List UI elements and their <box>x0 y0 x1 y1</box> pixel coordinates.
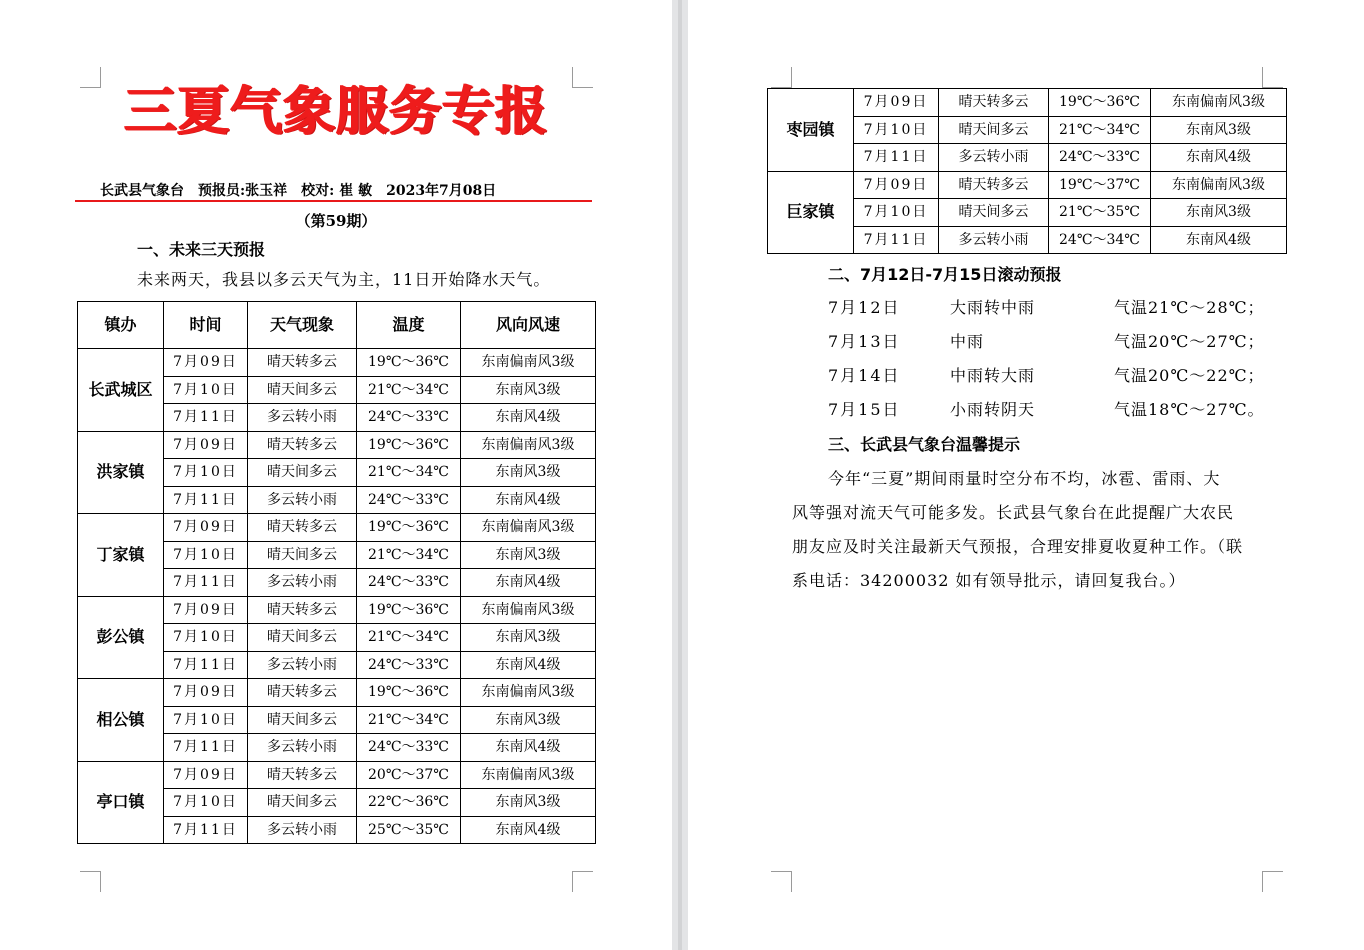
town-name-cell: 亭口镇 <box>78 761 164 844</box>
crop-mark <box>572 871 593 892</box>
wind-cell: 东南风3级 <box>1151 199 1287 227</box>
column-header: 时间 <box>164 302 248 349</box>
date-cell: 7月10日 <box>854 199 939 227</box>
temperature-cell: 19℃～37℃ <box>1049 171 1151 199</box>
wind-cell: 东南风3级 <box>461 376 596 404</box>
temperature-cell: 21℃～34℃ <box>357 376 461 404</box>
proofreader-name: 校对: 崔 敏 <box>301 183 373 199</box>
table-row <box>78 349 596 377</box>
date-cell: 7月11日 <box>164 734 248 762</box>
date-cell: 7月09日 <box>164 431 248 459</box>
table-row <box>78 596 596 624</box>
tip-text-line: 系电话：34200032 如有领导批示，请回复我台。） <box>792 571 1186 590</box>
column-header: 温度 <box>357 302 461 349</box>
section-heading-forecast: 一、未来三天预报 <box>137 240 266 259</box>
weather-cell: 多云转小雨 <box>248 651 357 679</box>
rolling-weather: 小雨转阴天 <box>950 400 1036 419</box>
date-cell: 7月11日 <box>164 569 248 597</box>
town-name-cell: 丁家镇 <box>78 514 164 597</box>
rolling-temp: 气温20℃～27℃； <box>1114 332 1265 351</box>
town-name-cell: 枣园镇 <box>768 89 854 172</box>
weather-cell: 晴天转多云 <box>248 514 357 542</box>
wind-cell: 东南偏南风3级 <box>1151 171 1287 199</box>
table-row <box>768 89 1287 117</box>
rolling-weather: 中雨 <box>950 332 985 351</box>
date-cell: 7月10日 <box>164 706 248 734</box>
weather-cell: 晴天间多云 <box>248 376 357 404</box>
wind-cell: 东南风4级 <box>461 404 596 432</box>
section-heading-tips: 三、长武县气象台温馨提示 <box>828 435 1021 454</box>
weather-cell: 晴天间多云 <box>939 199 1049 227</box>
weather-cell: 多云转小雨 <box>248 816 357 844</box>
weather-cell: 晴天转多云 <box>939 89 1049 117</box>
temperature-cell: 25℃～35℃ <box>357 816 461 844</box>
tip-text-line: 今年“三夏”期间雨量时空分布不均，冰雹、雷雨、大 <box>828 469 1221 488</box>
weather-cell: 晴天转多云 <box>248 596 357 624</box>
wind-cell: 东南偏南风3级 <box>1151 89 1287 117</box>
weather-cell: 晴天间多云 <box>248 789 357 817</box>
issue-date: 2023年7月08日 <box>386 183 497 199</box>
date-cell: 7月09日 <box>854 89 939 117</box>
temperature-cell: 21℃～34℃ <box>357 624 461 652</box>
wind-cell: 东南风3级 <box>461 624 596 652</box>
header-divider <box>75 200 592 202</box>
crop-mark <box>1262 871 1283 892</box>
date-cell: 7月09日 <box>164 596 248 624</box>
town-name-cell: 相公镇 <box>78 679 164 762</box>
weather-cell: 多云转小雨 <box>939 144 1049 172</box>
wind-cell: 东南偏南风3级 <box>461 679 596 707</box>
wind-cell: 东南风3级 <box>1151 116 1287 144</box>
temperature-cell: 24℃～33℃ <box>357 734 461 762</box>
tip-text-line: 朋友应及时关注最新天气预报，合理安排夏收夏种工作。（联 <box>792 537 1244 556</box>
wind-cell: 东南风4级 <box>461 816 596 844</box>
forecast-summary: 未来两天，我县以多云天气为主，11日开始降水天气。 <box>137 270 551 289</box>
rolling-weather: 中雨转大雨 <box>950 366 1036 385</box>
date-cell: 7月09日 <box>164 514 248 542</box>
town-name-cell: 长武城区 <box>78 349 164 432</box>
rolling-date: 7月15日 <box>828 400 901 419</box>
temperature-cell: 19℃～36℃ <box>357 679 461 707</box>
weather-cell: 晴天转多云 <box>248 761 357 789</box>
weather-cell: 多云转小雨 <box>248 486 357 514</box>
table-header-row <box>78 302 596 349</box>
date-cell: 7月10日 <box>164 376 248 404</box>
weather-cell: 多云转小雨 <box>248 404 357 432</box>
tip-text-line: 风等强对流天气可能多发。长武县气象台在此提醒广大农民 <box>792 503 1235 522</box>
column-header: 风向风速 <box>461 302 596 349</box>
wind-cell: 东南风4级 <box>461 486 596 514</box>
weather-cell: 晴天转多云 <box>248 431 357 459</box>
weather-cell: 晴天间多云 <box>248 706 357 734</box>
weather-cell: 多云转小雨 <box>248 569 357 597</box>
rolling-date: 7月12日 <box>828 298 901 317</box>
weather-cell: 晴天间多云 <box>248 541 357 569</box>
date-cell: 7月09日 <box>164 761 248 789</box>
town-name-cell: 彭公镇 <box>78 596 164 679</box>
wind-cell: 东南偏南风3级 <box>461 514 596 542</box>
wind-cell: 东南风4级 <box>461 569 596 597</box>
column-header: 天气现象 <box>248 302 357 349</box>
wind-cell: 东南风4级 <box>1151 226 1287 254</box>
wind-cell: 东南风4级 <box>1151 144 1287 172</box>
temperature-cell: 20℃～37℃ <box>357 761 461 789</box>
temperature-cell: 24℃～33℃ <box>357 486 461 514</box>
temperature-cell: 21℃～35℃ <box>1049 199 1151 227</box>
temperature-cell: 19℃～36℃ <box>357 349 461 377</box>
date-cell: 7月11日 <box>164 651 248 679</box>
wind-cell: 东南风3级 <box>461 789 596 817</box>
document-title: 三夏气象服务专报 <box>123 81 548 142</box>
date-cell: 7月09日 <box>164 679 248 707</box>
weather-cell: 多云转小雨 <box>248 734 357 762</box>
weather-cell: 晴天转多云 <box>248 679 357 707</box>
table-row <box>78 431 596 459</box>
table-row <box>78 514 596 542</box>
temperature-cell: 24℃～34℃ <box>1049 226 1151 254</box>
gutter-divider <box>678 0 682 950</box>
temperature-cell: 19℃～36℃ <box>1049 89 1151 117</box>
date-cell: 7月09日 <box>164 349 248 377</box>
date-cell: 7月10日 <box>164 459 248 487</box>
town-name-cell: 巨家镇 <box>768 171 854 254</box>
rolling-weather: 大雨转中雨 <box>950 298 1036 317</box>
weather-cell: 晴天转多云 <box>939 171 1049 199</box>
date-cell: 7月10日 <box>164 624 248 652</box>
rolling-temp: 气温20℃～22℃； <box>1114 366 1265 385</box>
weather-cell: 晴天间多云 <box>939 116 1049 144</box>
date-cell: 7月11日 <box>164 486 248 514</box>
crop-mark <box>80 871 101 892</box>
temperature-cell: 19℃～36℃ <box>357 514 461 542</box>
date-cell: 7月09日 <box>854 171 939 199</box>
wind-cell: 东南偏南风3级 <box>461 761 596 789</box>
rolling-temp: 气温21℃～28℃； <box>1114 298 1265 317</box>
wind-cell: 东南偏南风3级 <box>461 431 596 459</box>
weather-cell: 晴天转多云 <box>248 349 357 377</box>
date-cell: 7月10日 <box>854 116 939 144</box>
date-cell: 7月11日 <box>854 226 939 254</box>
rolling-date: 7月13日 <box>828 332 901 351</box>
forecaster-name: 预报员:张玉祥 <box>198 183 288 199</box>
temperature-cell: 21℃～34℃ <box>357 459 461 487</box>
section-heading-rolling: 二、7月12日-7月15日滚动预报 <box>828 265 1062 284</box>
agency-name: 长武县气象台 <box>100 183 184 199</box>
temperature-cell: 24℃～33℃ <box>357 569 461 597</box>
wind-cell: 东南偏南风3级 <box>461 596 596 624</box>
rolling-date: 7月14日 <box>828 366 901 385</box>
temperature-cell: 21℃～34℃ <box>1049 116 1151 144</box>
weather-cell: 晴天间多云 <box>248 459 357 487</box>
rolling-temp: 气温18℃～27℃。 <box>1114 400 1265 419</box>
wind-cell: 东南风3级 <box>461 541 596 569</box>
temperature-cell: 24℃～33℃ <box>1049 144 1151 172</box>
wind-cell: 东南风4级 <box>461 651 596 679</box>
temperature-cell: 24℃～33℃ <box>357 404 461 432</box>
forecast-table-continued <box>767 88 1287 254</box>
crop-mark <box>771 871 792 892</box>
weather-cell: 多云转小雨 <box>939 226 1049 254</box>
temperature-cell: 24℃～33℃ <box>357 651 461 679</box>
date-cell: 7月10日 <box>164 541 248 569</box>
date-cell: 7月10日 <box>164 789 248 817</box>
table-row <box>768 171 1287 199</box>
weather-cell: 晴天间多云 <box>248 624 357 652</box>
wind-cell: 东南风4级 <box>461 734 596 762</box>
column-header: 镇办 <box>78 302 164 349</box>
temperature-cell: 21℃～34℃ <box>357 541 461 569</box>
document-meta <box>100 180 580 202</box>
issue-number: （第59期） <box>295 212 377 230</box>
temperature-cell: 19℃～36℃ <box>357 431 461 459</box>
temperature-cell: 21℃～34℃ <box>357 706 461 734</box>
wind-cell: 东南偏南风3级 <box>461 349 596 377</box>
wind-cell: 东南风3级 <box>461 706 596 734</box>
wind-cell: 东南风3级 <box>461 459 596 487</box>
date-cell: 7月11日 <box>164 404 248 432</box>
temperature-cell: 19℃～36℃ <box>357 596 461 624</box>
date-cell: 7月11日 <box>164 816 248 844</box>
forecast-table <box>77 301 596 844</box>
crop-mark <box>771 67 792 88</box>
crop-mark <box>1262 67 1283 88</box>
page-gutter <box>672 0 688 950</box>
temperature-cell: 22℃～36℃ <box>357 789 461 817</box>
table-row <box>78 679 596 707</box>
date-cell: 7月11日 <box>854 144 939 172</box>
town-name-cell: 洪家镇 <box>78 431 164 514</box>
table-row <box>78 761 596 789</box>
